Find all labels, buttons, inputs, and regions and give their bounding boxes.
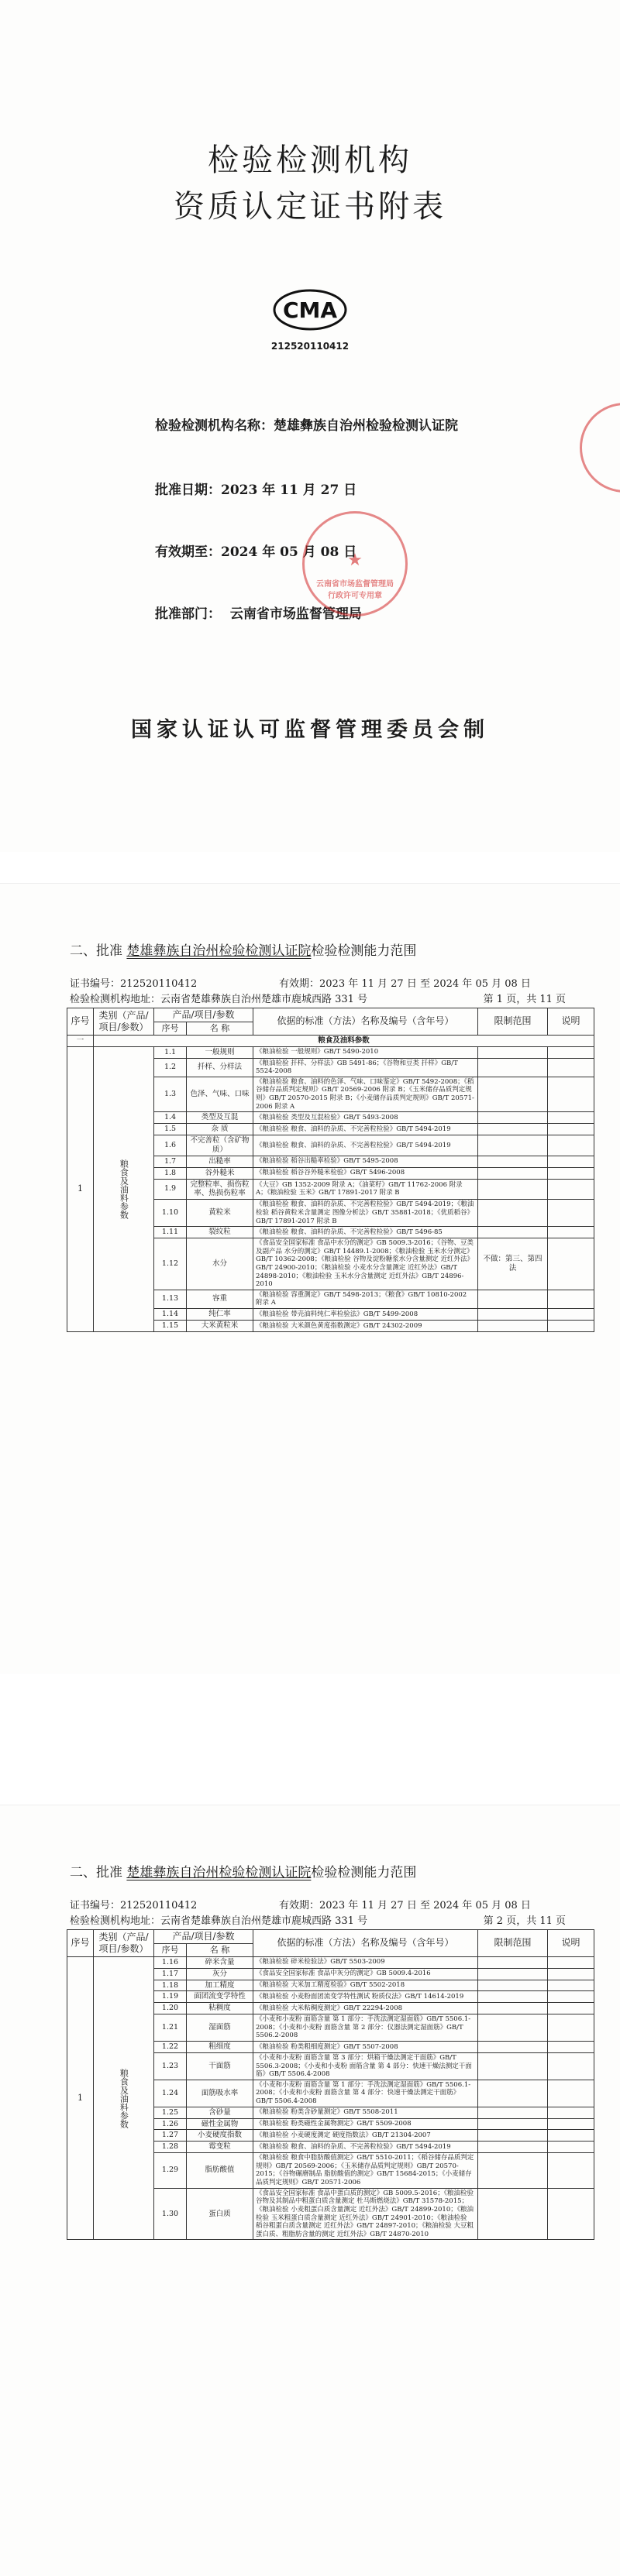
item-standard: 《粮油检验 小麦硬度测定 硬度指数法》GB/T 21304-2007: [253, 2130, 478, 2142]
item-standard: 《粮油检验 粮食、油料的杂质、不完善粒检验》GB/T 5496-85: [253, 1227, 478, 1238]
th-item-group: 产品/项目/参数: [154, 1008, 253, 1022]
item-name: 面筋吸水率: [187, 2080, 253, 2107]
cma-logo: [273, 289, 347, 331]
item-note: [548, 1200, 594, 1227]
item-no: 1.7: [154, 1156, 187, 1167]
item-name: 粗细度: [187, 2042, 253, 2053]
section-org: 楚雄彝族自治州检验检测认证院: [126, 943, 312, 959]
item-limit: [478, 1046, 548, 1058]
item-name: 完整粒率、损伤粒率、热损伤粒率: [187, 1179, 253, 1200]
cma-logo-text: CMA: [282, 297, 338, 323]
item-no: 1.9: [154, 1179, 187, 1200]
item-no: 1.19: [154, 1991, 187, 2003]
item-name: 磁性金属物: [187, 2118, 253, 2130]
th-std: 依据的标准（方法）名称及编号（含年号）: [253, 1930, 478, 1957]
item-note: [548, 1309, 594, 1321]
item-limit: [478, 1200, 548, 1227]
item-standard: 《食品安全国家标准 食品中蛋白质的测定》GB 5009.5-2016；《粮油检验 谷物及其制品中粗蛋白质含量测定 杜马斯燃烧法》GB/T 31578-2015；《粮油检验 小麦粗蛋白质含量测定 近红外法》GB/T 24899-2010；《粮油检验 玉米粗蛋白质含量测定 近红外法》GB/T 24901-2010；《粮油检验 稻谷粗蛋白质含量测定 近红外法》GB/T 24897-2010；《粮油检验 大豆粗蛋白质、粗脂肪含量的测定 近红外法》GB/T 24870-2010: [253, 2188, 478, 2240]
item-name: 谷外糙米: [187, 1167, 253, 1179]
meta-line-2: [70, 991, 566, 1005]
item-standard: 《粮油检验 扦样、分样法》GB 5491-86；《谷物和豆类 扦样》GB/T 5524-2008: [253, 1058, 478, 1077]
item-standard: 《粮油检验 粮食、油料的杂质、不完善粒检验》GB/T 5494-2019: [253, 1124, 478, 1135]
item-limit: [478, 1320, 548, 1331]
item-no: 1.23: [154, 2052, 187, 2080]
section-title: [70, 1861, 416, 1880]
item-note: [548, 1179, 594, 1200]
item-name: 湿面筋: [187, 2014, 253, 2042]
item-limit: [478, 1968, 548, 1980]
item-no: 1.14: [154, 1309, 187, 1321]
category-row: [67, 1035, 594, 1046]
item-name: 水分: [187, 1238, 253, 1290]
item-standard: 《粮油检验 一般规则》GB/T 5490-2010: [253, 1046, 478, 1058]
row-category: 粮食及油料参数: [94, 1956, 154, 2240]
meta-line-1: [70, 975, 566, 989]
item-standard: 《粮油检验 稻谷出糙率检验》GB/T 5495-2008: [253, 1156, 478, 1167]
item-no: 1.11: [154, 1227, 187, 1238]
item-no: 1.30: [154, 2188, 187, 2240]
th-item-name: 名 称: [187, 1022, 253, 1036]
item-standard: 《粮油检验 粉类磁性金属物测定》GB/T 5509-2008: [253, 2118, 478, 2130]
approve-date-label: 批准日期：: [155, 483, 221, 498]
item-note: [548, 2188, 594, 2240]
th-std: 依据的标准（方法）名称及编号（含年号）: [253, 1008, 478, 1036]
item-name: 面团流变学特性: [187, 1991, 253, 2003]
item-standard: 《食品安全国家标准 食品中灰分的测定》GB 5009.4-2016: [253, 1968, 478, 1980]
category-row-name: 粮食及油料参数: [94, 1035, 594, 1046]
item-no: 1.3: [154, 1077, 187, 1112]
item-name: 灰分: [187, 1968, 253, 1980]
row-seq: 1: [67, 1046, 94, 1331]
validity: 有效期：2023 年 11 月 27 日 至 2024 年 05 月 08 日: [279, 1900, 531, 1911]
item-standard: 《粮油检验 粮食、油料的杂质、不完善粒检验》GB/T 5494-2019: [253, 2142, 478, 2153]
item-limit: [478, 1124, 548, 1135]
item-limit: [478, 2052, 548, 2080]
item-standard: 《粮油检验 碎米检验法》GB/T 5503-2009: [253, 1956, 478, 1968]
item-no: 1.13: [154, 1290, 187, 1308]
item-note: [548, 1077, 594, 1112]
item-note: [548, 1058, 594, 1077]
item-no: 1.17: [154, 1968, 187, 1980]
item-standard: 《粮油检验 粮食中脂肪酸值测定》GB/T 5510-2011；《稻谷储存品质判定规则》GB/T 20569-2006；《玉米储存品质判定规则》GB/T 20570-2015；《谷物碾磨制品 脂肪酸值的测定》GB/T 15684-2015；《小麦储存品质判定规则》GB/T 20571-2006: [253, 2153, 478, 2189]
cover-title-line1: 检验检测机构: [208, 143, 412, 178]
item-limit: [478, 2153, 548, 2189]
th-category: 类别（产品/项目/参数）: [94, 1930, 154, 1957]
item-name: 脂肪酸值: [187, 2153, 253, 2189]
item-standard: 《小麦和小麦粉 面筋含量 第 3 部分：烘箱干燥法测定干面筋》GB/T 5506.3-2008；《小麦和小麦粉 面筋含量 第 4 部分：快速干燥法测定干面筋》GB/T 5506.4-2008: [253, 2052, 478, 2080]
item-limit: [478, 2142, 548, 2153]
th-category: 类别（产品/项目/参数）: [94, 1008, 154, 1036]
item-note: [548, 1980, 594, 1991]
scope-table-1-body: [67, 1035, 594, 1331]
validity: 有效期：2023 年 11 月 27 日 至 2024 年 05 月 08 日: [279, 978, 531, 990]
item-limit: [478, 2118, 548, 2130]
item-name: 类型及互混: [187, 1112, 253, 1124]
item-no: 1.25: [154, 2107, 187, 2118]
item-note: [548, 2142, 594, 2153]
cover-title-line2: 资质认定证书附表: [174, 189, 446, 225]
item-limit: 不做：第三、第四法: [478, 1238, 548, 1290]
item-note: [548, 2014, 594, 2042]
item-note: [548, 2107, 594, 2118]
row-seq: 1: [67, 1956, 94, 2240]
meta-line-1: [70, 1897, 566, 1911]
item-name: 出糙率: [187, 1156, 253, 1167]
section-prefix: 二、批准: [70, 1865, 122, 1880]
item-note: [548, 1167, 594, 1179]
item-no: 1.5: [154, 1124, 187, 1135]
th-seq: 序号: [67, 1930, 94, 1957]
item-limit: [478, 2014, 548, 2042]
section-suffix: 检验检测能力范围: [311, 943, 417, 959]
item-standard: 《粮油检验 大米颜色黄度指数测定》GB/T 24302-2009: [253, 1320, 478, 1331]
item-name: 裂纹粒: [187, 1227, 253, 1238]
item-no: 1.16: [154, 1956, 187, 1968]
item-name: 霉变粒: [187, 2142, 253, 2153]
cover-cert-number: 212520110412: [270, 341, 350, 352]
th-item-no: 序号: [154, 1022, 187, 1036]
item-no: 1.28: [154, 2142, 187, 2153]
item-limit: [478, 1309, 548, 1321]
item-name: 蛋白质: [187, 2188, 253, 2240]
item-no: 1.8: [154, 1167, 187, 1179]
th-seq: 序号: [67, 1008, 94, 1036]
dept-value: 云南省市场监督管理局: [229, 606, 362, 622]
item-no: 1.1: [154, 1046, 187, 1058]
item-name: 大米黄粒米: [187, 1320, 253, 1331]
item-limit: [478, 1112, 548, 1124]
item-limit: [478, 1077, 548, 1112]
valid-date-value: 2024 年 05 月 08 日: [221, 544, 357, 560]
page-info: 第 2 页，共 11 页: [483, 1915, 566, 1927]
seal-text: 云南省市场监督管理局 行政许可专用章: [316, 580, 394, 600]
item-no: 1.4: [154, 1112, 187, 1124]
item-standard: 《粮油检验 粉类含砂量测定》GB/T 5508-2011: [253, 2107, 478, 2118]
item-limit: [478, 1227, 548, 1238]
th-limit: 限制范围: [478, 1008, 548, 1036]
item-standard: 《小麦和小麦粉 面筋含量 第 1 部分：手洗法测定湿面筋》GB/T 5506.1-2008；《小麦和小麦粉 面筋含量 第 4 部分：快速干燥法测定干面筋》GB/T 5506.4-2008: [253, 2080, 478, 2107]
item-name: 小麦硬度指数: [187, 2130, 253, 2142]
cover-page: [0, 0, 620, 852]
item-standard: 《粮油检验 大米加工精度检验》GB/T 5502-2018: [253, 1980, 478, 1991]
item-standard: 《粮油检验 类型及互混检验》GB/T 5493-2008: [253, 1112, 478, 1124]
category-row-no: 一: [67, 1035, 94, 1046]
item-standard: 《粮油检验 粮食、油料的杂质、不完善粒检验》GB/T 5494-2019；《粮油检验 稻谷黄粒米含量测定 图像分析法》GB/T 35881-2018；《优质稻谷》GB/T 17891-2017 附录 B: [253, 1200, 478, 1227]
item-note: [548, 1124, 594, 1135]
item-note: [548, 2153, 594, 2189]
table-row: [67, 1046, 594, 1058]
item-name: 容重: [187, 1290, 253, 1308]
item-note: [548, 2003, 594, 2014]
issuer: 国家认证认可监督管理委员会制: [131, 718, 489, 742]
approve-date-value: 2023 年 11 月 27 日: [221, 483, 357, 498]
item-no: 1.6: [154, 1135, 187, 1156]
section-org: 楚雄彝族自治州检验检测认证院: [126, 1865, 312, 1880]
valid-date-label: 有效期至：: [155, 544, 221, 560]
item-name: 色泽、气味、口味: [187, 1077, 253, 1112]
scope-table-2: [67, 1929, 594, 2240]
item-limit: [478, 1290, 548, 1308]
approve-date-line: [155, 479, 356, 498]
item-limit: [478, 2003, 548, 2014]
item-note: [548, 1320, 594, 1331]
section-title: [70, 939, 416, 959]
partial-seal: [580, 403, 620, 493]
item-no: 1.22: [154, 2042, 187, 2053]
item-standard: 《粮油检验 粮食、油料的杂质、不完善粒检验》GB/T 5494-2019: [253, 1135, 478, 1156]
meta-line-2: [70, 1912, 566, 1926]
item-name: 黄粒米: [187, 1200, 253, 1227]
item-limit: [478, 1156, 548, 1167]
th-limit: 限制范围: [478, 1930, 548, 1957]
cert-no: 证书编号：212520110412: [70, 1900, 198, 1911]
item-standard: 《粮油检验 小麦粉面团流变学特性测试 粉质仪法》GB/T 14614-2019: [253, 1991, 478, 2003]
scope-page-1: [0, 883, 620, 1674]
scope-table-2-body: [67, 1956, 594, 2240]
item-name: 不完善粒（含矿物质）: [187, 1135, 253, 1156]
th-note: 说明: [548, 1930, 594, 1957]
item-no: 1.26: [154, 2118, 187, 2130]
item-standard: 《粮油检验 粮食、油料的色泽、气味、口味鉴定》GB/T 5492-2008；《稻谷储存品质判定规则》GB/T 20569-2006 附录 B；《玉米储存品质判定规则》GB/T 20570-2015 附录 B；《小麦储存品质判定规则》GB/T 20571-2006 附录 A: [253, 1077, 478, 1112]
address: 检验检测机构地址：云南省楚雄彝族自治州楚雄市鹿城西路 331 号: [70, 1915, 368, 1927]
org-name-line: [155, 414, 458, 434]
item-note: [548, 2052, 594, 2080]
page-info: 第 1 页，共 11 页: [483, 994, 566, 1005]
item-name: 干面筋: [187, 2052, 253, 2080]
org-name-label: 检验检测机构名称：: [155, 418, 274, 434]
th-item-name: 名 称: [187, 1944, 253, 1957]
item-note: [548, 2130, 594, 2142]
item-no: 1.18: [154, 1980, 187, 1991]
item-standard: 《粮油检验 带壳油料纯仁率检验法》GB/T 5499-2008: [253, 1309, 478, 1321]
item-note: [548, 1290, 594, 1308]
scope-page-2: [0, 1805, 620, 2576]
item-name: 加工精度: [187, 1980, 253, 1991]
item-limit: [478, 1167, 548, 1179]
item-standard: 《粮油检验 容重测定》GB/T 5498-2013；《粮食》GB/T 10810-2002 附录 A: [253, 1290, 478, 1308]
item-note: [548, 1156, 594, 1167]
item-limit: [478, 2080, 548, 2107]
item-no: 1.29: [154, 2153, 187, 2189]
item-limit: [478, 1135, 548, 1156]
table-row: [67, 1956, 594, 1968]
item-standard: 《小麦和小麦粉 面筋含量 第 1 部分：手洗法测定湿面筋》GB/T 5506.1-2008；《小麦和小麦粉 面筋含量 第 2 部分：仪器法测定湿面筋》GB/T 5506.2-2008: [253, 2014, 478, 2042]
scope-table-1: [67, 1008, 594, 1332]
item-no: 1.15: [154, 1320, 187, 1331]
item-standard: 《大豆》GB 1352-2009 附录 A；《油菜籽》GB/T 11762-2006 附录 A；《粮油检验 玉米》GB/T 17891-2017 附录 B: [253, 1179, 478, 1200]
official-seal: ★ 云南省市场监督管理局 行政许可专用章: [302, 511, 408, 617]
item-note: [548, 1968, 594, 1980]
org-name-value: 楚雄彝族自治州检验检测认证院: [274, 418, 458, 434]
item-note: [548, 2118, 594, 2130]
section-prefix: 二、批准: [70, 943, 122, 959]
item-limit: [478, 1980, 548, 1991]
item-no: 1.27: [154, 2130, 187, 2142]
item-no: 1.20: [154, 2003, 187, 2014]
item-name: 扦样、分样法: [187, 1058, 253, 1077]
item-limit: [478, 1956, 548, 1968]
row-category: 粮食及油料参数: [94, 1046, 154, 1331]
item-note: [548, 2080, 594, 2107]
item-no: 1.24: [154, 2080, 187, 2107]
item-name: 纯仁率: [187, 1309, 253, 1321]
dept-label: 批准部门：: [155, 606, 221, 622]
address: 检验检测机构地址：云南省楚雄彝族自治州楚雄市鹿城西路 331 号: [70, 994, 368, 1005]
item-no: 1.21: [154, 2014, 187, 2042]
item-limit: [478, 2130, 548, 2142]
item-standard: 《粮油检验 粉类粗细度测定》GB/T 5507-2008: [253, 2042, 478, 2053]
item-limit: [478, 1991, 548, 2003]
item-note: [548, 1112, 594, 1124]
item-limit: [478, 1058, 548, 1077]
item-note: [548, 1135, 594, 1156]
item-name: 粘稠度: [187, 2003, 253, 2014]
item-note: [548, 1956, 594, 1968]
item-standard: 《粮油检验 大米粘稠度测定》GB/T 22294-2008: [253, 2003, 478, 2014]
item-no: 1.12: [154, 1238, 187, 1290]
item-standard: 《食品安全国家标准 食品中水分的测定》GB 5009.3-2016；《谷物、豆类及副产品 水分的测定》GB/T 14489.1-2008；《粮油检验 玉米水分测定》GB/T 10362-2008；《粮油检验 谷物及淀粉糖浆水分含量测定 近红外法》GB/T 24900-2010；《粮油检验 小麦水分含量测定 近红外法》GB/T 24898-2010；《粮油检验 玉米水分含量测定 近红外法》GB/T 24896-2010: [253, 1238, 478, 1290]
item-name: 碎米含量: [187, 1956, 253, 1968]
item-note: [548, 1227, 594, 1238]
item-name: 含砂量: [187, 2107, 253, 2118]
item-limit: [478, 2107, 548, 2118]
item-standard: 《粮油检验 稻谷谷外糙米检验》GB/T 5496-2008: [253, 1167, 478, 1179]
th-note: 说明: [548, 1008, 594, 1036]
item-no: 1.10: [154, 1200, 187, 1227]
th-item-no: 序号: [154, 1944, 187, 1957]
th-item-group: 产品/项目/参数: [154, 1930, 253, 1944]
section-suffix: 检验检测能力范围: [311, 1865, 417, 1880]
item-limit: [478, 2042, 548, 2053]
item-note: [548, 1991, 594, 2003]
item-note: [548, 1046, 594, 1058]
item-name: 杂 质: [187, 1124, 253, 1135]
item-note: [548, 2042, 594, 2053]
item-limit: [478, 1179, 548, 1200]
item-limit: [478, 2188, 548, 2240]
cert-no: 证书编号：212520110412: [70, 978, 198, 990]
item-name: 一般规则: [187, 1046, 253, 1058]
item-note: [548, 1238, 594, 1290]
item-no: 1.2: [154, 1058, 187, 1077]
